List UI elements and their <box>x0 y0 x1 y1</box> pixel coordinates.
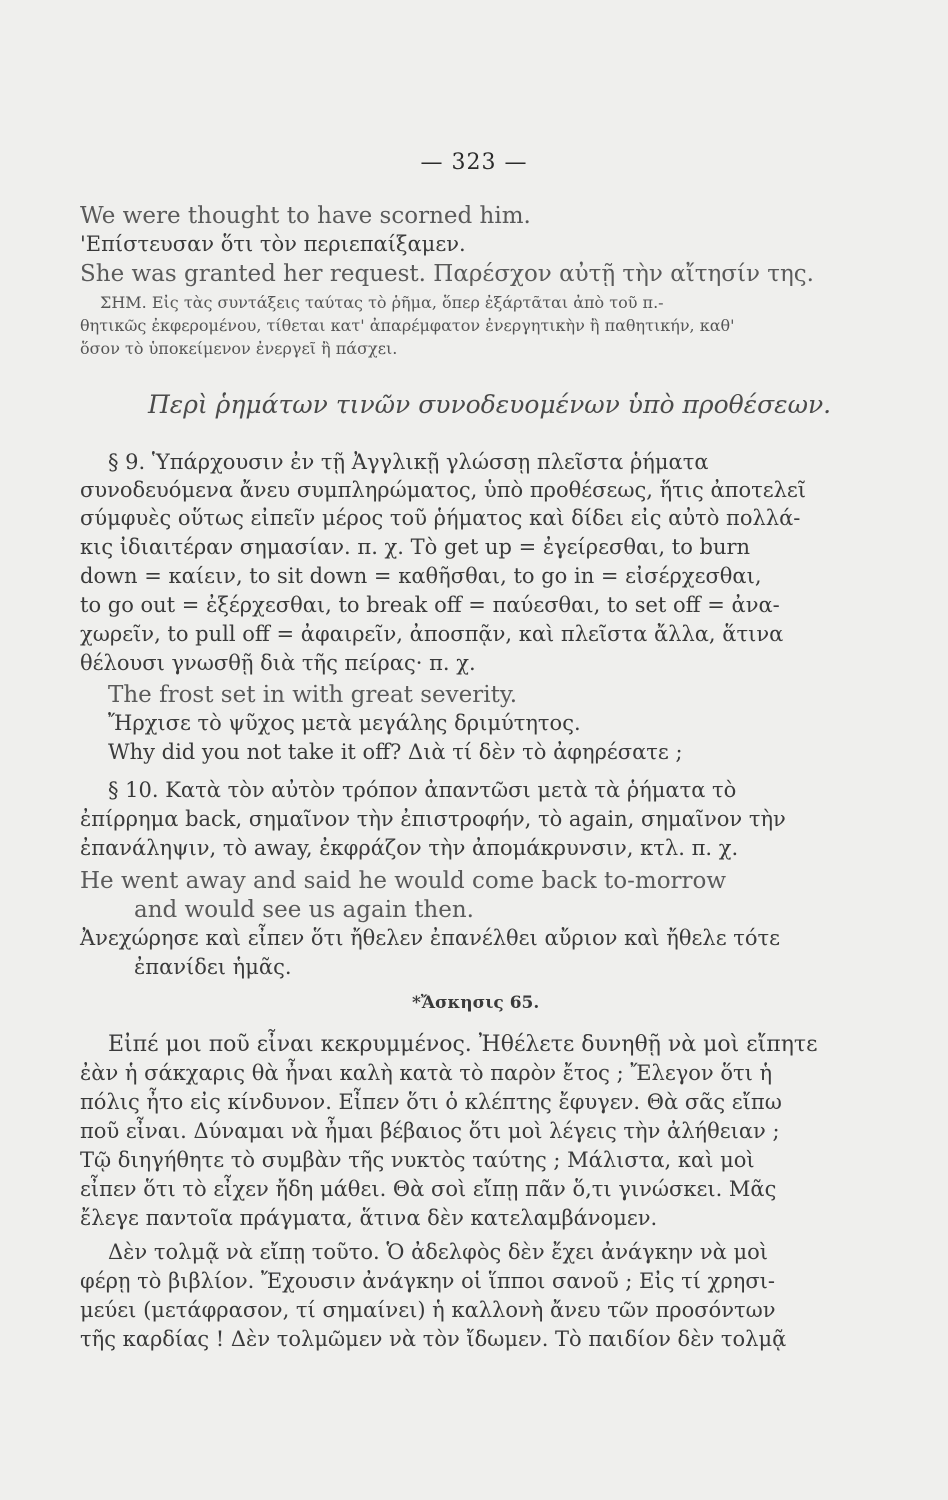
text-line: down = καίειν, to sit down = καθῆσθαι, to go in = εἰσέρχεσθαι, <box>80 564 762 588</box>
text-line: ἐπίρρημα back, σημαῖνον τὴν ἐπιστροφήν, τὸ again, σημαῖνον τὴν <box>80 807 786 831</box>
text-line: Δὲν τολμᾷ νὰ εἴπῃ τοῦτο. Ὁ ἀδελφὸς δὲν ἔχει ἀνάγκην νὰ μοὶ <box>108 1240 769 1264</box>
note-line: θητικῶς ἐκφερομένου, τίθεται κατ' ἀπαρέμφατον ἐνεργητικὴν ἢ παθητικήν, καθ' <box>80 316 735 335</box>
page-number: — 323 — <box>420 150 528 175</box>
text-line: μεύει (μετάφρασον, τί σημαίνει) ἡ καλλονὴ ἄνευ τῶν προσόντων <box>80 1298 776 1322</box>
text-line: ἐπανάληψιν, τὸ away, ἐκφράζον τὴν ἀπομάκρυνσιν, κτλ. π. χ. <box>80 836 739 860</box>
text-line: εἶπεν ὅτι τὸ εἶχεν ἤδη μάθει. Θὰ σοὶ εἴπῃ πᾶν ὅ,τι γινώσκει. Μᾶς <box>80 1177 777 1201</box>
text-line: φέρῃ τὸ βιβλίον. Ἔχουσιν ἀνάγκην οἱ ἵπποι σανοῦ ; Εἰς τί χρησι- <box>80 1269 775 1293</box>
text-line: θέλουσι γνωσθῇ διὰ τῆς πείρας· π. χ. <box>80 651 476 675</box>
text-line: κις ἰδιαιτέραν σημασίαν. π. χ. Τὸ get up = ἐγείρεσθαι, to burn <box>80 535 751 559</box>
text-line: συνοδευόμενα ἄνευ συμπληρώματος, ὑπὸ προθέσεως, ἥτις ἀποτελεῖ <box>80 478 807 502</box>
exercise-heading: *Ἄσκησις 65. <box>412 993 540 1013</box>
text-line: σύμφυὲς οὕτως εἰπεῖν μέρος τοῦ ῥήματος καὶ δίδει εἰς αὐτὸ πολλά- <box>80 506 801 530</box>
text-line: Ἀνεχώρησε καὶ εἶπεν ὅτι ἤθελεν ἐπανέλθει αὔριον καὶ ἤθελε τότε <box>80 926 781 950</box>
text-line: Ἤρχισε τὸ ψῦχος μετὰ μεγάλης δριμύτητος. <box>108 711 581 735</box>
text-line: Εἰπέ μοι ποῦ εἶναι κεκρυμμένος. Ἠθέλετε δυνηθῇ νὰ μοὶ εἴπητε <box>108 1032 818 1057</box>
text-line: § 9. Ὑπάρχουσιν ἐν τῇ Ἀγγλικῇ γλώσσῃ πλεῖστα ῥήματα <box>108 450 709 474</box>
text-line: § 10. Κατὰ τὸν αὐτὸν τρόπον ἀπαντῶσι μετὰ τὰ ῥήματα τὸ <box>108 778 737 802</box>
section-heading: Περὶ ῥημάτων τινῶν συνοδευομένων ὑπὸ προθέσεων. <box>148 390 832 419</box>
text-line: We were thought to have scorned him. <box>80 203 531 229</box>
note-line: ΣΗΜ. Εἰς τὰς συντάξεις ταύτας τὸ ῥῆμα, ὅπερ ἐξάρτᾶται ἀπὸ τοῦ π.- <box>100 293 664 312</box>
note-line: ὅσον τὸ ὑποκείμενον ἐνεργεῖ ἢ πάσχει. <box>80 339 398 358</box>
text-line: ἐὰν ἡ σάκχαρις θὰ ἦναι καλὴ κατὰ τὸ παρὸν ἔτος ; Ἔλεγον ὅτι ἡ <box>80 1061 773 1085</box>
text-line: 'Επίστευσαν ὅτι τὸν περιεπαίξαμεν. <box>80 232 466 256</box>
text-line: He went away and said he would come back to-morrow <box>80 868 727 894</box>
text-line: ποῦ εἶναι. Δύναμαι νὰ ἦμαι βέβαιος ὅτι μοὶ λέγεις τὴν ἀλήθειαν ; <box>80 1119 780 1143</box>
text-line: Τῷ διηγήθητε τὸ συμβὰν τῆς νυκτὸς ταύτης ; Μάλιστα, καὶ μοὶ <box>80 1148 755 1172</box>
text-line: ἐπανίδει ἡμᾶς. <box>134 955 292 979</box>
text-line: She was granted her request. Παρέσχον αὐτῇ τὴν αἴτησίν της. <box>80 261 814 287</box>
text-line: The frost set in with great severity. <box>108 682 518 708</box>
text-line: χωρεῖν, to pull off = ἀφαιρεῖν, ἀποσπᾷν, καὶ πλεῖστα ἄλλα, ἅτινα <box>80 622 784 646</box>
text-line: ἔλεγε παντοῖα πράγματα, ἅτινα δὲν κατελαμβάνομεν. <box>80 1206 658 1230</box>
text-line: and would see us again then. <box>134 897 474 923</box>
text-line: Why did you not take it off? Διὰ τί δὲν τὸ ἀφηρέσατε ; <box>108 740 683 764</box>
text-line: τῆς καρδίας ! Δὲν τολμῶμεν νὰ τὸν ἴδωμεν. Τὸ παιδίον δὲν τολμᾷ <box>80 1327 787 1351</box>
text-line: πόλις ἦτο εἰς κίνδυνον. Εἶπεν ὅτι ὁ κλέπτης ἔφυγεν. Θὰ σᾶς εἴπω <box>80 1090 782 1114</box>
text-line: to go out = ἐξέρχεσθαι, to break off = παύεσθαι, to set off = ἀνα- <box>80 593 780 617</box>
